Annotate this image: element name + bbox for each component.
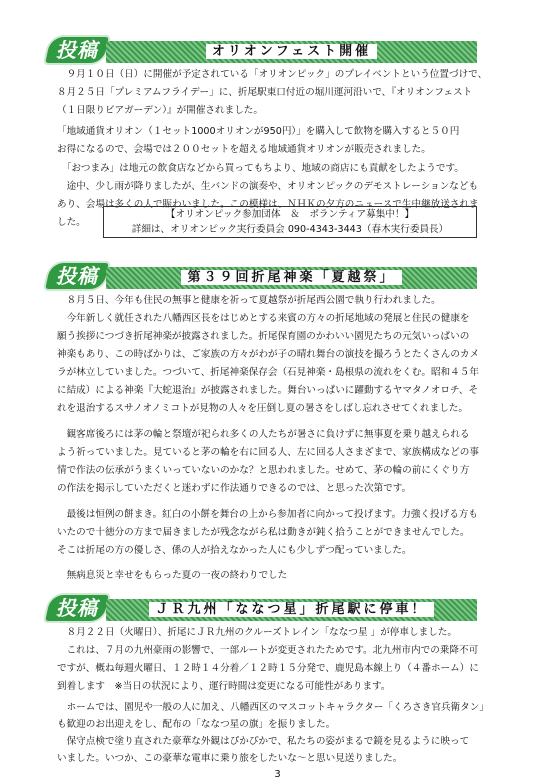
paragraph-line: ですが、概ね毎週火曜日、１２時１４分着／１２時１５分発で、鹿児島本線上り（４番ホーム）に	[57, 663, 479, 674]
paragraph-line: いました。いつか、この豪華な電車に乗り旅をしたいな〜と思い見送りました。	[57, 753, 403, 764]
paragraph-line: 今年新しく就任された八幡西区長をはじめとする来賓の方々の折尾地域の発展と住民の健康を	[57, 313, 470, 324]
paragraph-line: 到着します ※当日の状況により、運行時間は変更になる可能性があります。	[57, 681, 391, 692]
paragraph-line: よう祈っていました。見ていると茅の輪を右に回る人、左に回る人さまざまで、家族構成などの事	[57, 447, 479, 458]
paragraph-line: これは、７月の九州豪雨の影響で、一部ルートが変更されたためです。北九州市内での乗降不可	[57, 645, 479, 656]
paragraph-line: も歓迎のお出迎えをし、配布の「ななつ星の旗」を振りました。	[57, 719, 336, 730]
paragraph-line: （１日限りビアガーデン）』が開催されました。	[57, 105, 263, 116]
paragraph-line: 途中、少し雨が降りましたが、生バンドの演奏や、オリオンピックのデモストレーションなども	[57, 181, 479, 192]
section1-title: オリオンフェスト開催	[106, 41, 477, 63]
page-number: 3	[274, 769, 281, 780]
tag-label: 投稿	[56, 38, 98, 62]
paragraph-line: ８月２５日「プレミアムフライデー」に、折尾駅東口付近の堀川運河沿いで、『オリオンフェスト	[57, 87, 473, 98]
paragraph-line: 願う挨拶につづき折尾神楽が披露されました。折尾保育園のかわいい園児たちの元気いっぱいの	[57, 331, 470, 342]
paragraph-line: れを退治するスサノオノミコトが見物の人々を圧倒し夏の暑さをしばし忘れさせてくれました。	[57, 403, 468, 414]
paragraph-line: 保守点検で塗り直された豪華な外観はぴかぴかで、私たちの姿がまるで鏡を見るように映って	[57, 736, 470, 747]
paragraph-line: お得になるので、会場では２００セットを超える地域通貨オリオンが販売されました。	[57, 144, 431, 155]
section2-title: 第３９回折尾神楽「夏越祭」	[106, 267, 477, 289]
paragraph-line: あり、会場は多くの人で賑わいました。この模様は、ＮＨＫの夕方のニュースで生中継放送されま	[57, 199, 479, 210]
paragraph-line: した。	[57, 217, 86, 228]
paragraph-line: ９月１０日（日）に開催が予定されている「オリオンピック」のプレイベントという位置づけで、	[57, 69, 488, 80]
section1-header	[0, 32, 555, 68]
paragraph-line: ８月５日、今年も住民の無事と健康を祈って夏越祭が折尾西公園で執り行われました。	[57, 295, 441, 306]
paragraph-line: そこは折尾の方の優しさ、係の人が拾えなかった人にも少しずつ配っていました。	[57, 545, 412, 556]
tag-label: 投稿	[56, 596, 98, 620]
paragraph-line: 無病息災と幸せをもらった夏の一夜の終わりでした	[57, 570, 288, 581]
paragraph-line: に結成）による神楽『大蛇退治』が披露されました。舞台いっぱいに躍動するヤマタノオロチ、そ	[57, 385, 479, 396]
notice-line: 【オリオンピック参加団体 ＆ ボランティア募集中！】	[165, 209, 415, 220]
paragraph-line: ホームでは、園児や一般の人に加え、八幡西区のマスコットキャラクター「くろさき官兵衛タン」	[57, 702, 489, 713]
paragraph-line: 「地域通貨オリオン（１セット1000オリオンが950円）」を購入して飲物を購入すると５０円	[57, 126, 460, 137]
notice-contact: 詳細は、オリオンピック実行委員会 090-4343-3443（春木実行委員長）	[131, 224, 449, 235]
paragraph-line: 観客席後ろには茅の輪と祭壇が祀られ多くの人たちが暑さに負けずに無事夏を乗り越えられる	[57, 429, 470, 440]
paragraph-line: ８月２２日（火曜日）、折尾にＪＲ九州のクルーズトレイン「ななつ星 」が停車しました。	[57, 627, 457, 638]
tag-label: 投稿	[56, 264, 98, 288]
section2-header	[0, 258, 555, 294]
paragraph-line: 情で作法の伝承がうまくいっていないのかな？と思われました。せめて、茅の輪の前にくぐり方	[57, 465, 470, 476]
paragraph-line: 最後は恒例の餅まき。紅白の小餅を舞台の上から参加者に向かって投げます。力強く投げる方も	[57, 509, 478, 520]
paragraph-line: 神楽もあり、この時ばかりは、ご家族の方々がわが子の晴れ舞台の演技を撮ろうとたくさんのカメ	[57, 349, 480, 360]
paragraph-line: の作法を掲示していただくと迷わずに作法通りできるのでは、と思った次第です。	[57, 483, 412, 494]
paragraph-line: ラが林立していました。つづいて、折尾神楽保存会（石見神楽・島根県の流れをくむ。昭和４５年	[57, 367, 479, 378]
paragraph-line: 「おつまみ」は地元の飲食店などから買ってもちより、地域の商店にも貢献をしたようです。	[57, 163, 464, 174]
section3-title: ＪＲ九州「ななつ星」折尾駅に停車！	[106, 599, 477, 621]
paragraph-line: いたので十徳分の方まで届きましたが残念ながら私は動きが鈍く拾うことができませんでした。	[57, 527, 470, 538]
recruitment-notice-box	[103, 206, 477, 238]
section3-header	[0, 590, 555, 626]
